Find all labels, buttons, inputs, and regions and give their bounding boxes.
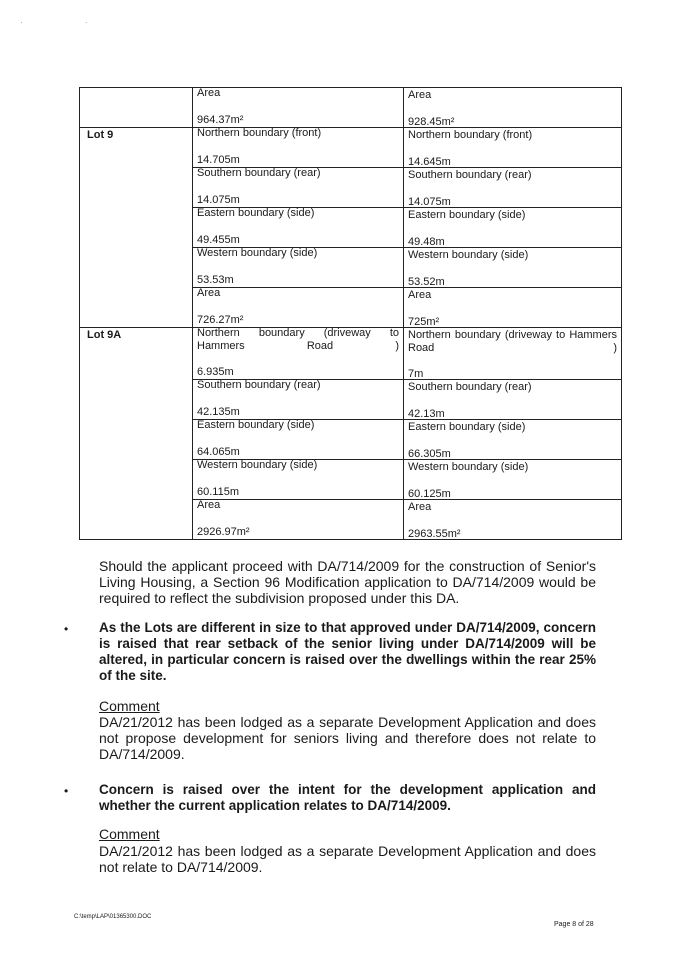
dimension-value: 964.37m² [197, 114, 244, 126]
dimension-label: Northern boundary (driveway to Hammers Road ) [197, 327, 399, 352]
dimension-value: 53.52m [408, 276, 445, 288]
footer-file-path: C:\temp\LAP\01365300.DOC [74, 914, 152, 920]
dimension-value: 928.45m² [408, 116, 455, 128]
bullet-icon: • [64, 784, 69, 798]
left-dimension-cell [193, 500, 404, 540]
dimension-label: Western boundary (side) [197, 247, 318, 259]
left-dimension-cell [193, 420, 404, 460]
dimension-label: Western boundary (side) [197, 459, 318, 471]
dimension-label: Area [408, 289, 432, 301]
dimension-label: Southern boundary (rear) [408, 169, 532, 181]
comment-heading-2: Comment [99, 826, 160, 842]
dimension-value: 49.455m [197, 234, 240, 246]
right-dimension-cell [404, 88, 622, 128]
left-dimension-cell [193, 128, 404, 168]
dimension-value: 14.705m [197, 154, 240, 166]
dimension-value: 60.125m [408, 488, 451, 500]
dimension-label: Eastern boundary (side) [408, 421, 526, 433]
table-row [80, 128, 622, 168]
dimension-label: Northern boundary (front) [408, 129, 533, 141]
dimension-value: 14.075m [197, 194, 240, 206]
dimension-label: Northern boundary (driveway to Hammers Road ) [408, 329, 617, 354]
right-dimension-cell [404, 208, 622, 248]
dimension-label: Eastern boundary (side) [197, 419, 315, 431]
dimension-label: Area [197, 499, 221, 511]
paragraph-section-96: Should the applicant proceed with DA/714/2009 for the construction of Senior's Living Housing, a Section 96 Modification application to DA/714/2009 would be required to reflect the subdivision proposed under this DA. [99, 558, 596, 606]
footer-page-number: Page 8 of 28 [554, 921, 594, 928]
table-row [80, 88, 622, 128]
comment-heading-1: Comment [99, 698, 160, 714]
right-dimension-cell [404, 168, 622, 208]
dimension-value: 42.13m [408, 408, 445, 420]
dimension-value: 2926.97m² [197, 526, 250, 538]
comment-1: DA/21/2012 has been lodged as a separate Development Application and does not propose development for seniors living and therefore does not relate to DA/714/2009. [99, 714, 596, 762]
table-row [80, 328, 622, 380]
right-dimension-cell [404, 420, 622, 460]
dimension-label: Western boundary (side) [408, 461, 529, 473]
left-dimension-cell [193, 248, 404, 288]
dimension-value: 60.115m [197, 486, 239, 498]
bullet-icon: • [64, 622, 69, 636]
dimension-value: 14.645m [408, 156, 451, 168]
left-dimension-cell [193, 208, 404, 248]
dimension-value: 42.135m [197, 406, 240, 418]
scan-specks: · · [20, 18, 118, 27]
dimension-label: Eastern boundary (side) [408, 209, 526, 221]
dimension-value: 53.53m [197, 274, 234, 286]
left-dimension-cell [193, 328, 404, 380]
dimension-value: 49.48m [408, 236, 445, 248]
dimension-label: Area [408, 89, 432, 101]
right-dimension-cell [404, 248, 622, 288]
comment-2: DA/21/2012 has been lodged as a separate Development Application and does not relate to DA/714/2009. [99, 843, 596, 875]
left-dimension-cell [193, 380, 404, 420]
dimension-value: 7m [408, 368, 424, 380]
dimension-label: Area [197, 87, 221, 99]
dimension-value: 64.065m [197, 446, 240, 458]
dimension-label: Area [408, 501, 432, 513]
concern-1: As the Lots are different in size to that approved under DA/714/2009, concern is raised that rear setback of the senior living under DA/714/2009 will be altered, in particular concern is raised over the dwellings within the rear 25% of the site. [99, 620, 596, 683]
right-dimension-cell [404, 328, 622, 380]
right-dimension-cell [404, 500, 622, 540]
dimension-label: Southern boundary (rear) [197, 167, 321, 179]
lot-cell: Lot 9 [80, 128, 193, 328]
dimension-value: 14.075m [408, 196, 451, 208]
dimension-value: 2963.55m² [408, 528, 461, 540]
dimension-value: 6.935m [197, 366, 234, 378]
dimension-value: 726.27m² [197, 314, 244, 326]
left-dimension-cell [193, 88, 404, 128]
lot-dimensions-table [79, 87, 622, 540]
left-dimension-cell [193, 288, 404, 328]
concern-2: Concern is raised over the intent for the development application and whether the current application relates to DA/714/2009. [99, 782, 596, 813]
dimension-label: Area [197, 287, 221, 299]
dimension-label: Eastern boundary (side) [197, 207, 315, 219]
right-dimension-cell [404, 460, 622, 500]
dimension-label: Southern boundary (rear) [408, 381, 532, 393]
left-dimension-cell [193, 460, 404, 500]
right-dimension-cell [404, 288, 622, 328]
dimension-label: Northern boundary (front) [197, 127, 322, 139]
right-dimension-cell [404, 380, 622, 420]
lot-cell [80, 88, 193, 128]
lot-cell: Lot 9A [80, 328, 193, 540]
right-dimension-cell [404, 128, 622, 168]
dimension-value: 66.305m [408, 448, 451, 460]
dimension-value: 725m² [408, 316, 440, 328]
dimension-label: Western boundary (side) [408, 249, 529, 261]
left-dimension-cell [193, 168, 404, 208]
dimension-label: Southern boundary (rear) [197, 379, 321, 391]
